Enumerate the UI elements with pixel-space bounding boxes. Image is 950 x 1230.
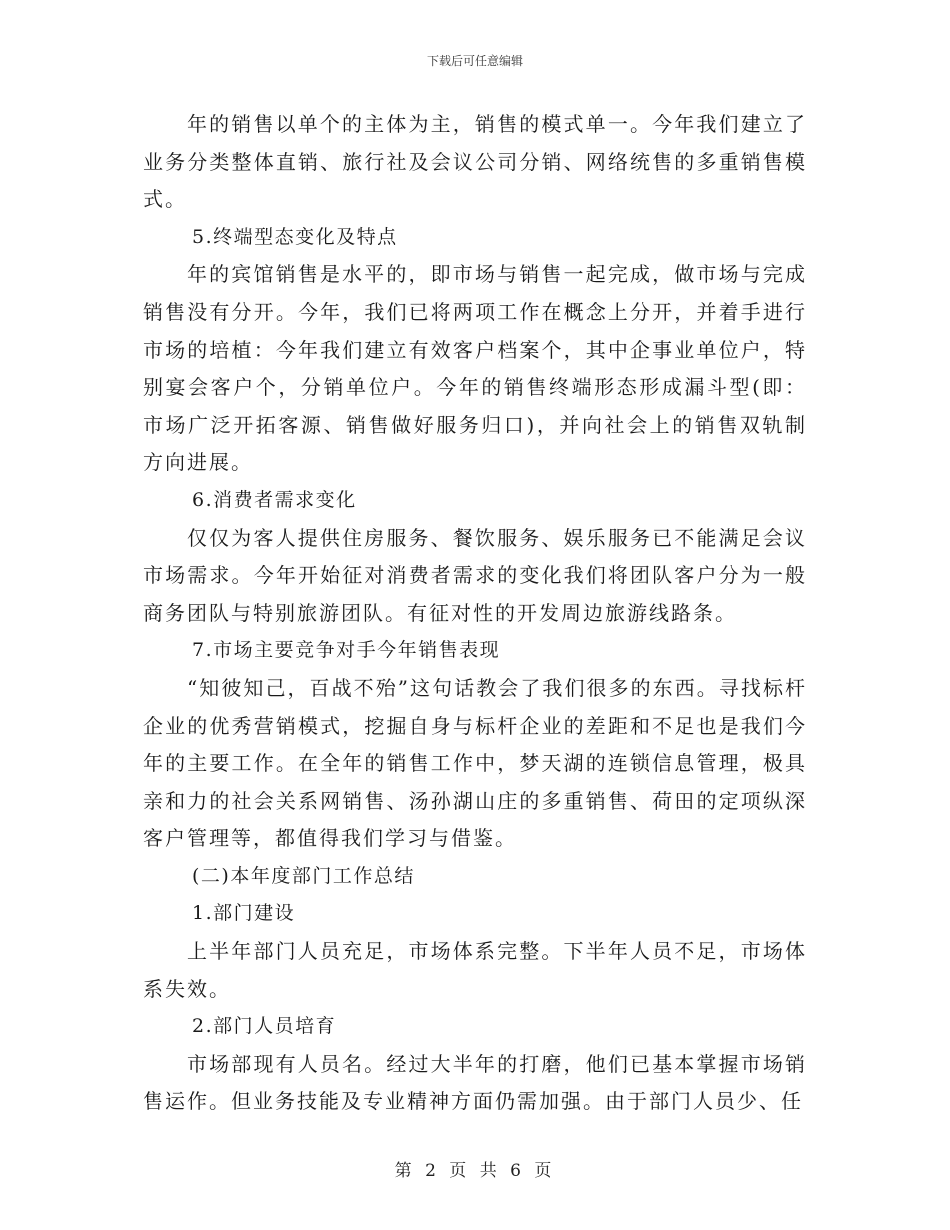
- paragraph-staff-training: 市场部现有人员名。经过大半年的打磨，他们已基本掌握市场销售运作。但业务技能及专业精神方面仍需加强。由于部门人员少、任: [143, 1051, 807, 1114]
- document-body: [143, 106, 807, 1121]
- heading-department-building: 1.部门建设: [192, 902, 296, 925]
- paragraph-terminal-form: 年的宾馆销售是水平的，即市场与销售一起完成，做市场与完成销售没有分开。今年，我们已将两项工作在概念上分开，并着手进行市场的培植：今年我们建立有效客户档案个，其中企事业单位户，特别宴会客户个，分销单位户。今年的销售终端形态形成漏斗型(即：市场广泛开拓客源、销售做好服务归口)，并向社会上的销售双轨制方向进展。: [143, 262, 807, 475]
- paragraph-competitors: “知彼知己，百战不殆”这句话教会了我们很多的东西。寻找标杆企业的优秀营销模式，挖掘自身与标杆企业的差距和不足也是我们今年的主要工作。在全年的销售工作中，梦天湖的连锁信息管理，极具亲和力的社会关系网销售、汤孙湖山庄的多重销售、荷田的定项纵深客户管理等，都值得我们学习与借鉴。: [143, 675, 807, 851]
- page-number: 第 2 页 共 6 页: [394, 1161, 556, 1181]
- paragraph-department-building: 上半年部门人员充足，市场体系完整。下半年人员不足，市场体系失效。: [143, 939, 807, 1001]
- page-header-note: 下载后可任意编辑: [426, 54, 523, 68]
- paragraph-sales-model: 年的销售以单个的主体为主，销售的模式单一。今年我们建立了业务分类整体直销、旅行社及会议公司分销、网络统售的多重销售模式。: [143, 112, 807, 212]
- paragraph-consumer-demand: 仅仅为客人提供住房服务、餐饮服务、娱乐服务已不能满足会议市场需求。今年开始征对消费者需求的变化我们将团队客户分为一般商务团队与特别旅游团队。有征对性的开发周边旅游线路条。: [143, 525, 807, 625]
- heading-consumer-demand: 6.消费者需求变化: [192, 488, 357, 511]
- heading-terminal-form: 5.终端型态变化及特点: [192, 225, 398, 248]
- heading-competitors: 7.市场主要竞争对手今年销售表现: [192, 639, 501, 662]
- heading-staff-training: 2.部门人员培育: [192, 1015, 337, 1038]
- heading-department-summary: (二)本年度部门工作总结: [192, 864, 415, 887]
